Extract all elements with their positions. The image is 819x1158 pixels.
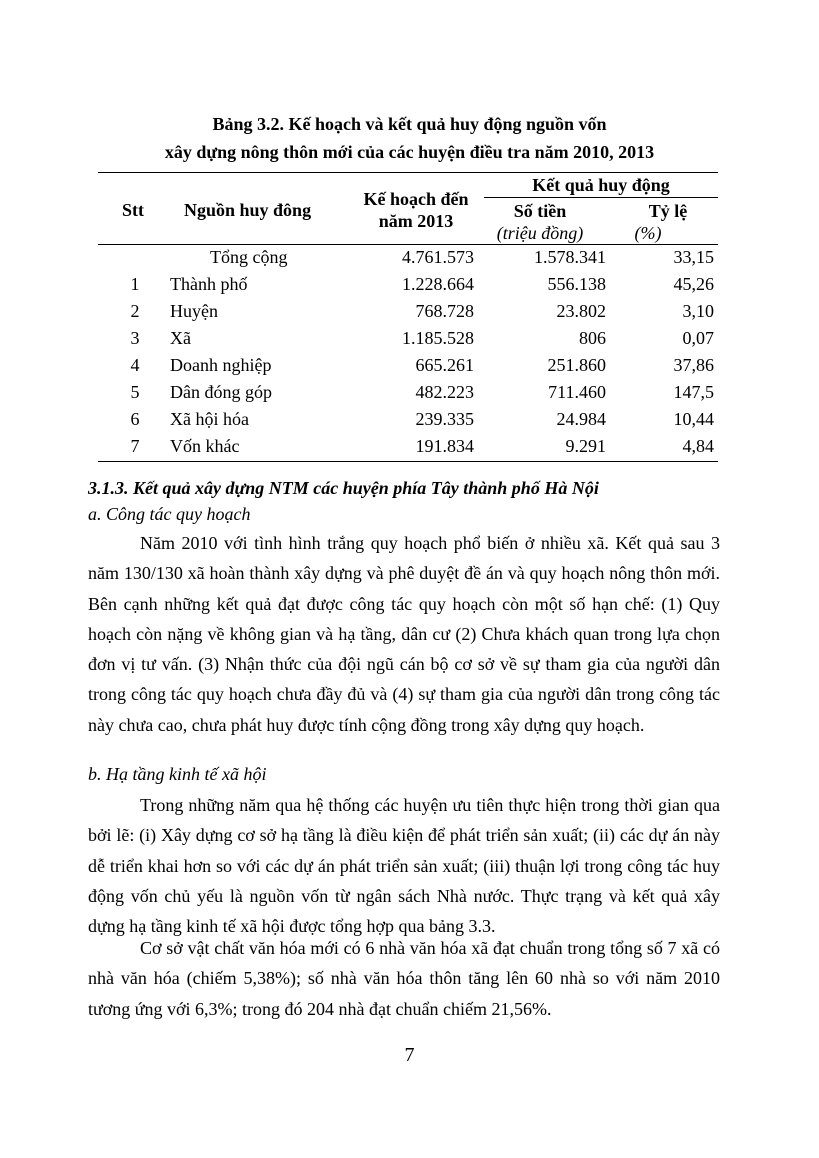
row-plan: 1.228.664 (402, 274, 474, 294)
row-rate: 37,86 (673, 355, 714, 375)
header-result: Kết quả huy động (532, 175, 670, 195)
header-amount: Số tiền (513, 201, 567, 221)
row-amount: 556.138 (547, 274, 606, 294)
row-stt: 6 (130, 409, 140, 429)
row-rate: 45,26 (673, 274, 714, 294)
funding-table (98, 172, 718, 462)
row-stt: 2 (130, 301, 140, 321)
row-stt: 1 (130, 274, 140, 294)
row-plan: 665.261 (415, 355, 474, 375)
header-plan-line2: năm 2013 (378, 211, 454, 231)
row-rate: 0,07 (682, 328, 714, 348)
row-source: Xã hội hóa (170, 409, 249, 429)
row-stt: 4 (130, 355, 140, 375)
row-source: Tổng cộng (210, 247, 288, 267)
row-amount: 251.860 (547, 355, 606, 375)
paragraph-planning: Năm 2010 với tình hình trắng quy hoạch phổ biến ở nhiều xã. Kết quả sau 3 năm 130/130 xã hoàn thành xây dựng và phê duyệt đề án và quy hoạch nông thôn mới. Bên cạnh những kết quả đạt được công tác quy hoạch còn một số hạn chế: (1) Quy hoạch còn nặng về không gian và hạ tầng, dân cư (2) Chưa khách quan trong lựa chọn đơn vị tư vấn. (3) Nhận thức của đội ngũ cán bộ cơ sở về sự tham gia của người dân trong công tác quy hoạch chưa đầy đủ và (4) sự tham gia của người dân trong công tác này chưa cao, chưa phát huy được tính cộng đồng trong xây dựng quy hoạch. (88, 533, 720, 735)
header-rate: Tỷ lệ (648, 201, 688, 221)
header-source: Nguồn huy đông (184, 200, 312, 220)
row-plan: 482.223 (415, 382, 474, 402)
row-stt: 7 (130, 436, 140, 456)
row-amount: 24.984 (556, 409, 606, 429)
row-rate: 147,5 (673, 382, 714, 402)
row-source: Dân đóng góp (170, 382, 272, 402)
row-source: Doanh nghiệp (170, 355, 272, 375)
row-source: Xã (170, 328, 191, 348)
subsection-a-title: a. Công tác quy hoạch (88, 504, 251, 524)
row-plan: 4.761.573 (402, 247, 474, 267)
row-amount: 9.291 (565, 436, 606, 456)
row-rate: 33,15 (673, 247, 714, 267)
header-stt: Stt (122, 200, 144, 220)
paragraph-infrastructure: Trong những năm qua hệ thống các huyện ưu tiên thực hiện trong thời gian qua bởi lẽ: (i) Xây dựng cơ sở hạ tầng là điều kiện để phát triển sản xuất; (ii) các dự án này dễ triển khai hơn so với các dự án phát triển sản xuất; (iii) thuận lợi trong công tác huy động vốn chủ yếu là nguồn vốn từ ngân sách Nhà nước. Thực trạng và kết quả xây dựng hạ tầng kinh tế xã hội được tổng hợp qua bảng 3.3. (88, 795, 720, 937)
subsection-b-title: b. Hạ tầng kinh tế xã hội (88, 764, 267, 784)
paragraph-culture: Cơ sở vật chất văn hóa mới có 6 nhà văn hóa xã đạt chuẩn trong tổng số 7 xã có nhà văn hóa (chiếm 5,38%); số nhà văn hóa thôn tăng lên 60 nhà so với năm 2010 tương ứng với 6,3%; trong đó 204 nhà đạt chuẩn chiếm 21,56%. (88, 938, 720, 1019)
row-rate: 3,10 (682, 301, 714, 321)
row-rate: 10,44 (673, 409, 714, 429)
row-rate: 4,84 (682, 436, 714, 456)
row-source: Vốn khác (170, 436, 240, 456)
row-source: Huyện (170, 301, 218, 321)
header-bottom-rule (98, 244, 718, 245)
header-rate-unit: (%) (634, 223, 662, 243)
header-plan-line1: Kế hoạch đến (363, 189, 469, 209)
row-source: Thành phố (170, 274, 248, 294)
table-bottom-rule (98, 461, 718, 462)
row-plan: 191.834 (415, 436, 474, 456)
header-amount-unit: (triệu đồng) (496, 223, 584, 243)
row-plan: 768.728 (415, 301, 474, 321)
table-caption-line1: Bảng 3.2. Kế hoạch và kết quả huy động nguồn vốn (212, 114, 607, 134)
row-stt: 3 (130, 328, 140, 348)
table-top-rule (98, 172, 718, 173)
row-amount: 711.460 (548, 382, 606, 402)
row-stt: 5 (130, 382, 140, 402)
section-heading: 3.1.3. Kết quả xây dựng NTM các huyện phía Tây thành phố Hà Nội (88, 478, 599, 498)
row-plan: 1.185.528 (402, 328, 474, 348)
row-amount: 1.578.341 (534, 247, 606, 267)
row-plan: 239.335 (415, 409, 474, 429)
result-group-rule (484, 197, 718, 198)
page-number: 7 (404, 1044, 415, 1066)
row-amount: 23.802 (556, 301, 606, 321)
table-caption-line2: xây dựng nông thôn mới của các huyện điều tra năm 2010, 2013 (164, 142, 655, 162)
row-amount: 806 (579, 328, 606, 348)
